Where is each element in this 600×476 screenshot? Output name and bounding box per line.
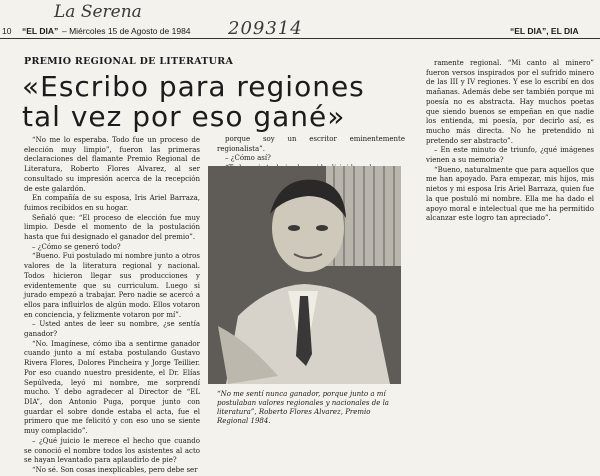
- headline-line-2: tal vez por eso gané»: [22, 100, 346, 133]
- paragraph: “No sé. Son cosas inexplicables, pero debe ser: [32, 465, 198, 474]
- header-rule: [0, 38, 600, 39]
- article-column-1: [24, 136, 200, 474]
- photo-caption: “No me sentí nunca ganador, porque junto a mí postulaban valores regionales y nacionales de la literatura”, Roberto Flores Alvarez, Premio Regional 1984.: [217, 390, 389, 425]
- paragraph: “No me lo esperaba. Todo fue un proceso de elección muy limpio”, fueron las primeras declaraciones del flamante Premio Regional de Literatura, Roberto Flores Alvarez, al ser consultado su impresión acerca de la recepción de este galardón.: [24, 136, 200, 193]
- paragraph: “Bueno, naturalmente que para aquellos que me han apoyado. Para empezar, mis hijos, mis nietos y mi esposa Iris Ariel Barraza, quien fue la que postuló mi nombre. Ella me ha dado el apoyo moral e intelectual que me ha permitido alcanzar este logro tan apreciado”.: [426, 165, 594, 223]
- portrait-illustration: [208, 166, 401, 384]
- paragraph: – En este minuto de triunfo, ¿qué imágenes vienen a su memoria?: [426, 146, 594, 165]
- paragraph: – ¿Cómo así?: [225, 154, 271, 163]
- paragraph: Señaló que: “El proceso de elección fue muy limpio. Desde el momento de la postulación hasta que fui designado el ganador del premio”.: [24, 213, 200, 242]
- paragraph: ramente regional. “Mi canto al minero” fueron versos inspirados por el sufrido minero de las III y IV regiones. Y ese lo escribí en dos mañanas. Además debe ser también porque mi poesía no es abstracta. Hay muchos poetas que siendo buenos se empeñan en que nadie los entienda, mi poesía, por decirlo así, es mucho más directa. No he pretendido ni pretendo ser abstracto”.: [426, 59, 594, 145]
- paragraph: “No. Imagínese, cómo iba a sentirme ganador cuando junto a mí estaba postulando Gustavo Rivera Flores, Dolores Pincheira y Jorge Teillier. Por eso cuando nuestro presidente, el Dr. Elías Sepúlveda, leyó mi nombre, me sorprendí mucho. Y debo agradecer al Director de “EL DIA”, don Antonio Puga, porque junto con guardar el sobre donde estaba el acta, fue el primero que me felicitó y con eso uno se siente muy complacido”.: [24, 339, 200, 436]
- section-kicker: PREMIO REGIONAL DE LITERATURA: [24, 56, 234, 67]
- handwritten-source: La Serena: [54, 2, 142, 22]
- paragraph: – ¿Qué juicio le merece el hecho que cuando se conoció el nombre todos los asistentes al acto se hayan levantado para aplaudirlo de pie?: [24, 436, 200, 465]
- issue-date: – Miércoles 15 de Agosto de 1984: [62, 26, 191, 36]
- paper-name-right: “EL DIA”, EL DIA: [510, 26, 579, 36]
- paragraph: – Usted antes de leer su nombre, ¿se sentía ganador?: [24, 320, 200, 339]
- headline-line-1: «Escribo para regiones: [22, 70, 365, 103]
- paper-name: “EL DIA”: [22, 26, 59, 36]
- paragraph: En compañía de su esposa, Iris Ariel Barraza, fuimos recibidos en su hogar.: [24, 194, 200, 212]
- page-number: 10: [2, 26, 12, 36]
- paragraph: “Bueno. Fui postulado mi nombre junto a otros valores de la literatura regional y nacional. Todos hicieron llegar sus producciones y evidentemente que su curriculum. Luego si jurado empezó a trabajar. Pero nadie se acercó a ellos para influirlos de algún modo. Ellos votaron en conciencia, y felizmente votaron por mí”.: [24, 252, 200, 319]
- article-column-3: [426, 59, 594, 224]
- page-header: [0, 26, 600, 38]
- paragraph: porque soy un escritor eminentemente regionalista”.: [217, 135, 405, 153]
- portrait-photo: [208, 166, 401, 384]
- paragraph: – ¿Cómo se generó todo?: [32, 242, 121, 251]
- handwritten-number: 209314: [228, 18, 303, 39]
